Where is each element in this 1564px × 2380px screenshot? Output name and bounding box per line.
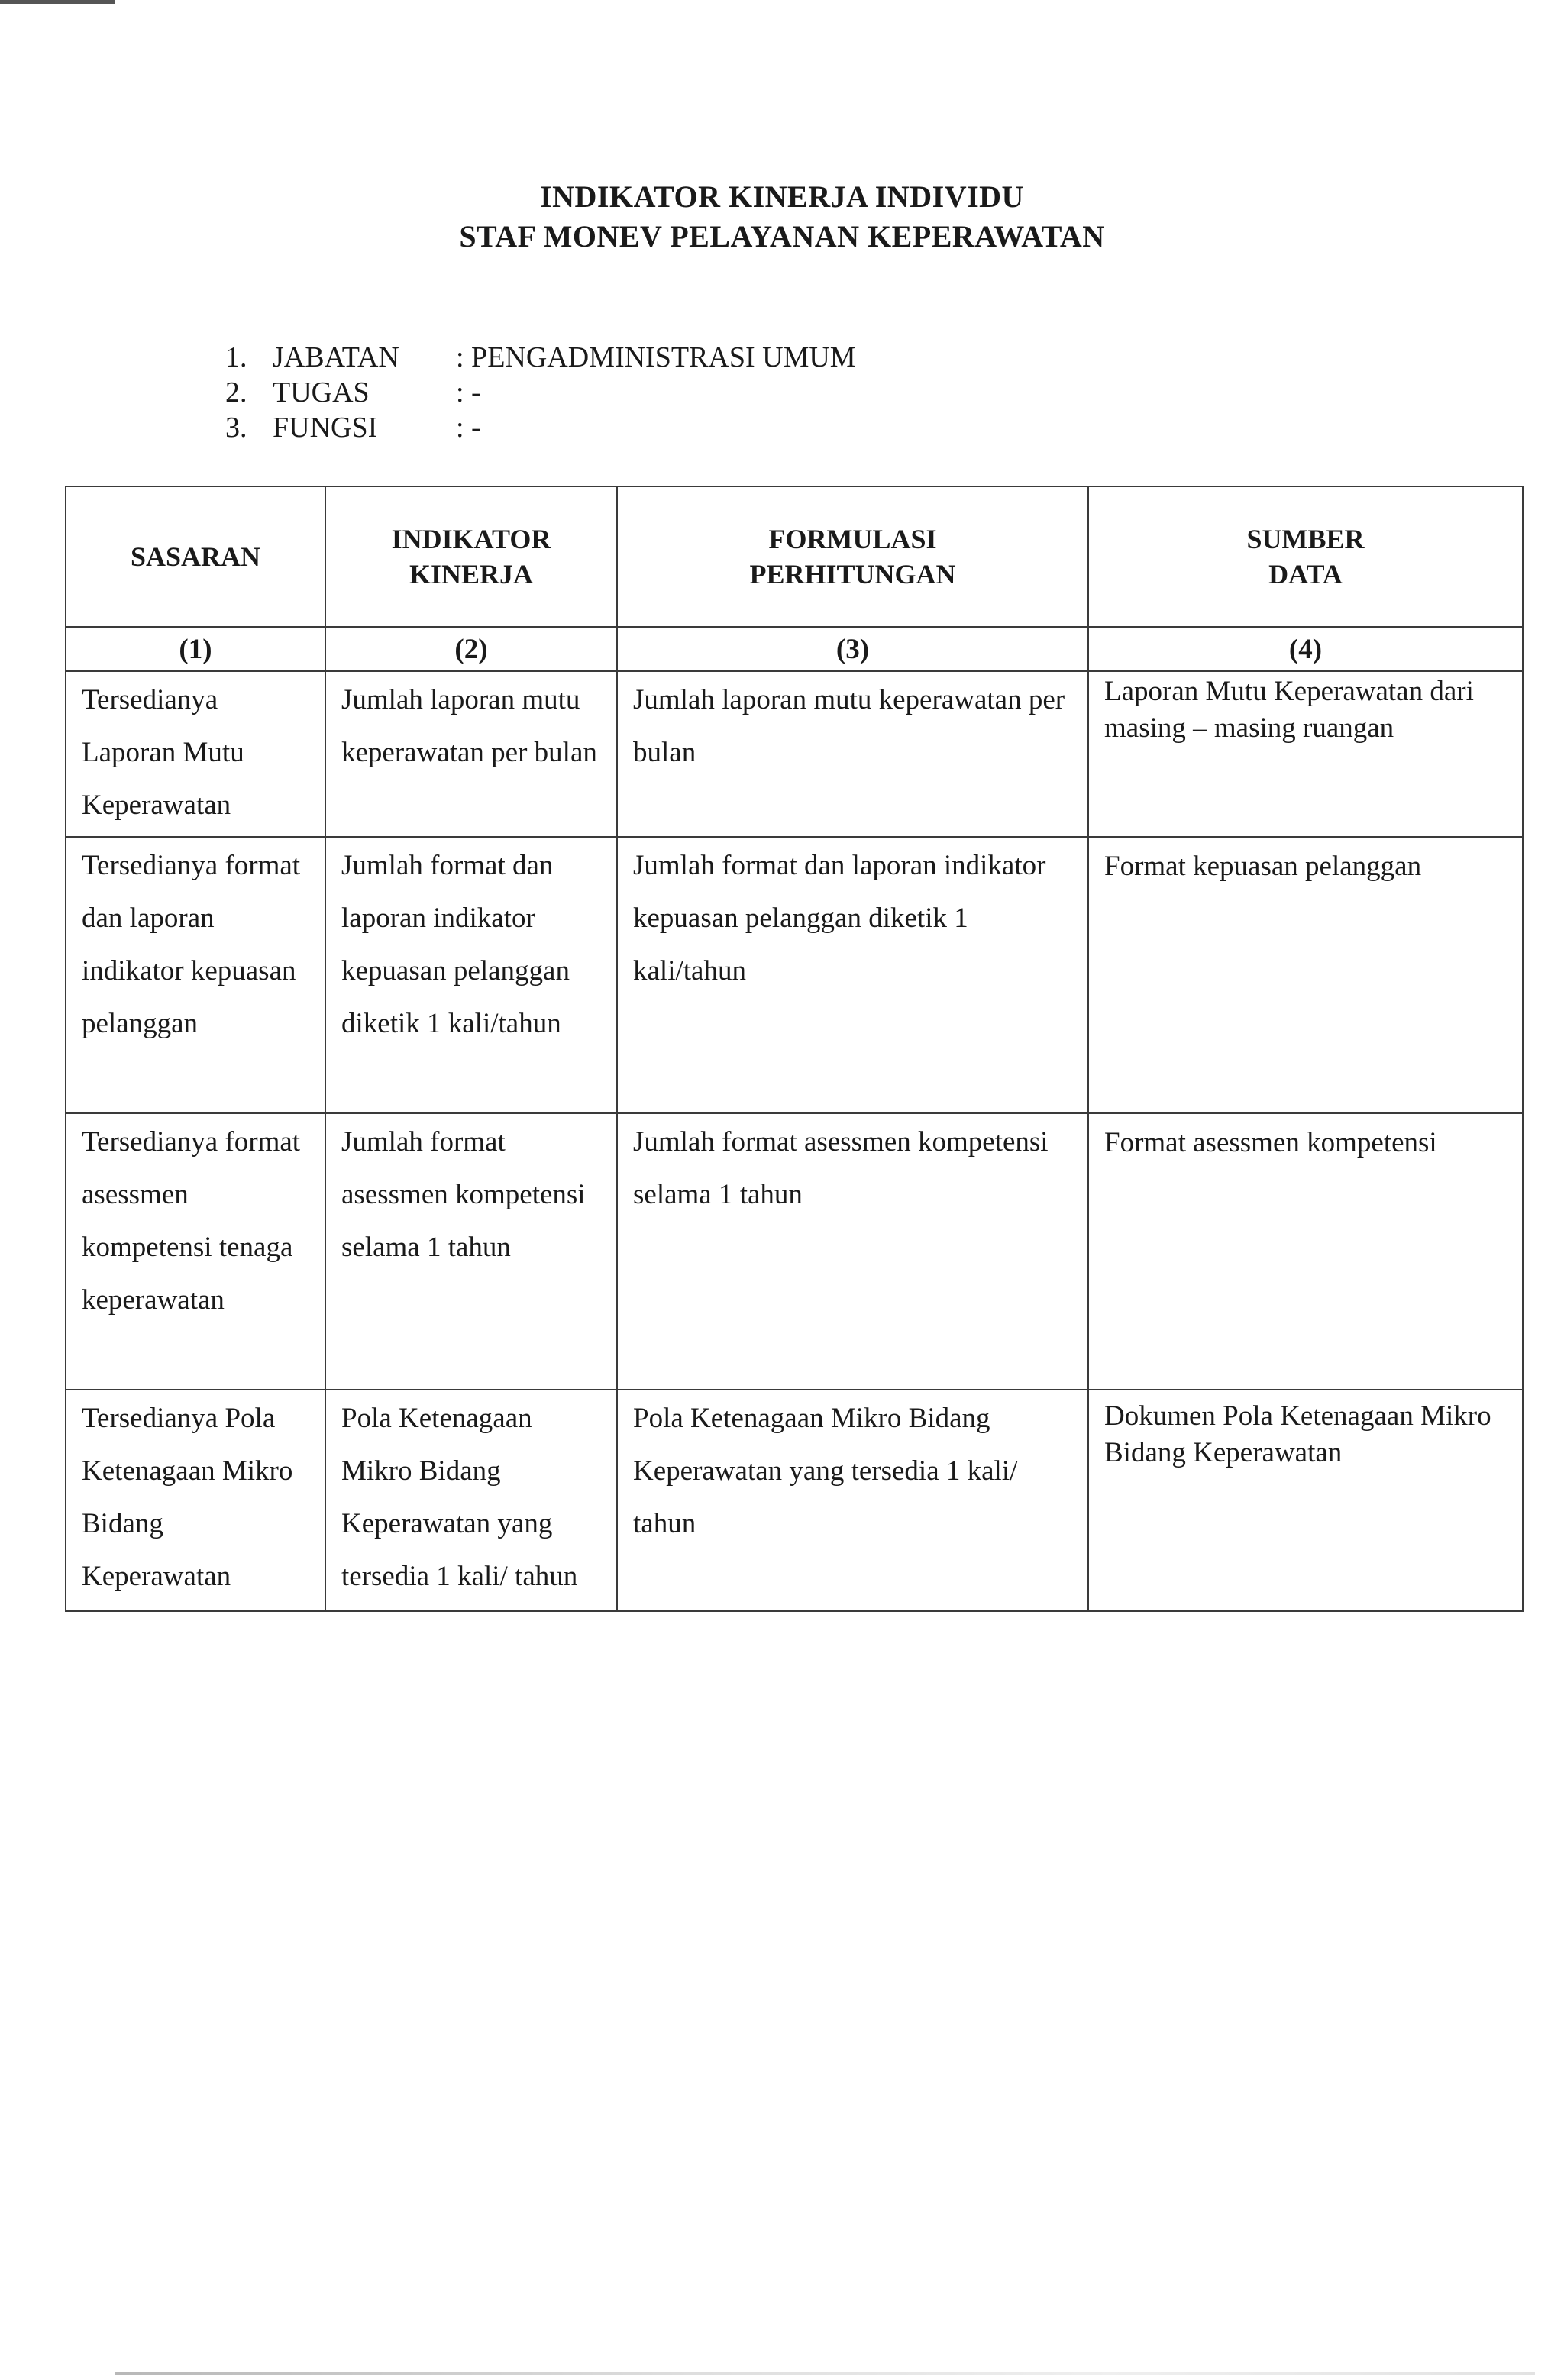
document-title	[0, 177, 1564, 257]
info-number: 2.	[225, 376, 247, 409]
cell-indikator: Jumlah format asessmen kompetensi selama 1 tahun	[325, 1113, 617, 1390]
info-number: 1.	[225, 341, 247, 373]
column-number: (2)	[325, 627, 617, 671]
column-number: (3)	[617, 627, 1088, 671]
header-indikator-kinerja: INDIKATOR KINERJA	[325, 486, 617, 627]
cell-formulasi: Jumlah laporan mutu keperawatan per bulan	[617, 671, 1088, 837]
table-row	[66, 1390, 1523, 1611]
header-sasaran: SASARAN	[66, 486, 325, 627]
cell-indikator: Jumlah laporan mutu keperawatan per bulan	[325, 671, 617, 837]
title-line-1: INDIKATOR KINERJA INDIVIDU	[540, 179, 1024, 214]
info-list	[225, 340, 856, 445]
cell-sumber: Format kepuasan pelanggan	[1088, 837, 1523, 1113]
info-value: : -	[456, 376, 481, 409]
info-item-tugas	[225, 375, 856, 410]
column-number-row	[66, 627, 1523, 671]
table-row	[66, 837, 1523, 1113]
info-value: : PENGADMINISTRASI UMUM	[456, 341, 856, 373]
column-number: (4)	[1088, 627, 1523, 671]
cell-formulasi: Jumlah format dan laporan indikator kepuasan pelanggan diketik 1 kali/tahun	[617, 837, 1088, 1113]
info-value: : -	[456, 412, 481, 444]
info-label: TUGAS	[273, 376, 370, 409]
cell-sumber: Format asessmen kompetensi	[1088, 1113, 1523, 1390]
scan-edge-mark	[0, 0, 115, 4]
info-number: 3.	[225, 412, 247, 444]
info-label: JABATAN	[273, 341, 399, 373]
header-sumber-data: SUMBER DATA	[1088, 486, 1523, 627]
title-line-2: STAF MONEV PELAYANAN KEPERAWATAN	[459, 219, 1105, 254]
info-item-jabatan	[225, 340, 856, 375]
table-header-row	[66, 486, 1523, 627]
cell-sumber: Laporan Mutu Keperawatan dari masing – masing ruangan	[1088, 671, 1523, 837]
cell-sasaran: Tersedianya format dan laporan indikator kepuasan pelanggan	[66, 837, 325, 1113]
cell-formulasi: Jumlah format asessmen kompetensi selama 1 tahun	[617, 1113, 1088, 1390]
cell-indikator: Pola Ketenagaan Mikro Bidang Keperawatan yang tersedia 1 kali/ tahun	[325, 1390, 617, 1611]
table-row	[66, 671, 1523, 837]
cell-sasaran: Tersedianya format asessmen kompetensi tenaga keperawatan	[66, 1113, 325, 1390]
scan-edge-mark	[115, 2372, 1535, 2375]
table-row	[66, 1113, 1523, 1390]
cell-sasaran: Tersedianya Pola Ketenagaan Mikro Bidang Keperawatan	[66, 1390, 325, 1611]
header-formulasi-perhitungan: FORMULASI PERHITUNGAN	[617, 486, 1088, 627]
cell-indikator: Jumlah format dan laporan indikator kepuasan pelanggan diketik 1 kali/tahun	[325, 837, 617, 1113]
info-label: FUNGSI	[273, 412, 378, 444]
cell-sumber: Dokumen Pola Ketenagaan Mikro Bidang Keperawatan	[1088, 1390, 1523, 1611]
cell-formulasi: Pola Ketenagaan Mikro Bidang Keperawatan yang tersedia 1 kali/ tahun	[617, 1390, 1088, 1611]
info-item-fungsi	[225, 410, 856, 445]
column-number: (1)	[66, 627, 325, 671]
cell-sasaran: Tersedianya Laporan Mutu Keperawatan	[66, 671, 325, 837]
indicator-table	[65, 486, 1524, 1612]
